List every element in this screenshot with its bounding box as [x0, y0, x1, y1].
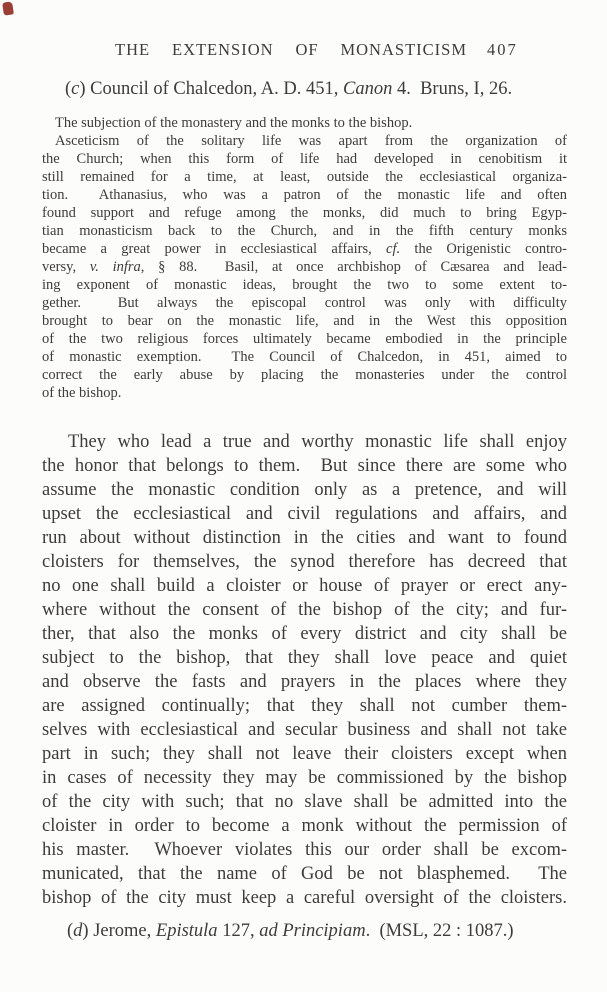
- text-line: cloisters for themselves, the synod therefore has decreed that: [42, 552, 567, 572]
- text-line: bishop of the city must keep a careful oversight of the cloisters.: [42, 888, 567, 908]
- text-line: the honor that belongs to them. But since there are some who: [42, 456, 567, 476]
- text-line: where without the consent of the bishop of the city; and fur-: [42, 600, 567, 620]
- text-line: his master. Whoever violates this our order shall be excom-: [42, 840, 567, 860]
- text-line: selves with ecclesiastical and secular business and shall not take: [42, 720, 567, 740]
- section-heading-c: (c) Council of Chalcedon, A. D. 451, Canon 4. Bruns, I, 26.: [65, 79, 513, 99]
- text-line: upset the ecclesiastical and civil regulations and affairs, and: [42, 504, 567, 524]
- text-line: They who lead a true and worthy monastic life shall enjoy: [68, 432, 567, 452]
- running-header: [42, 40, 567, 64]
- text-line: of the two religious forces ultimately became embodied in the principle: [42, 331, 567, 347]
- text-line: in cases of necessity they may be commissioned by the bishop: [42, 768, 567, 788]
- text-line: The subjection of the monastery and the monks to the bishop.: [55, 115, 413, 131]
- text-line: of the bishop.: [42, 385, 122, 401]
- text-line: municated, that the name of God be not blasphemed. The: [42, 864, 567, 884]
- text-line: are assigned continually; that they shall not cumber them-: [42, 696, 567, 716]
- text-line: subject to the bishop, that they shall love peace and quiet: [42, 648, 567, 668]
- text-line: tian monasticism back to the Church, and in the fifth century monks: [42, 223, 567, 239]
- text-line: cloister in order to become a monk without the permission of: [42, 816, 567, 836]
- text-line: ing exponent of monastic ideas, brought the two to some extent to-: [42, 277, 567, 293]
- text-line: found support and refuge among the monks, did much to bring Egyp-: [42, 205, 567, 221]
- text-line: the Church; when this form of life had developed in cenobitism it: [42, 151, 567, 167]
- text-line: of monastic exemption. The Council of Chalcedon, in 451, aimed to: [42, 349, 567, 365]
- text-line: brought to bear on the monastic life, and in the West this opposition: [42, 313, 567, 329]
- text-line: tion. Athanasius, who was a patron of the monastic life and often: [42, 187, 567, 203]
- text-line: gether. But always the episcopal control was only with difficulty: [42, 295, 567, 311]
- text-line: of the city with such; that no slave shall be admitted into the: [42, 792, 567, 812]
- text-line: run about without distinction in the cities and want to found: [42, 528, 567, 548]
- text-line: assume the monastic condition only as a pretence, and will: [42, 480, 567, 500]
- text-line: Asceticism of the solitary life was apart from the organization of: [55, 133, 567, 149]
- page-title: THE EXTENSION OF MONASTICISM: [115, 40, 467, 59]
- ink-mark: [2, 1, 14, 15]
- editor-note: [42, 114, 567, 402]
- page-number: 407: [487, 40, 518, 59]
- main-passage: [42, 430, 567, 910]
- citation-d: (d) Jerome, Epistula 127, ad Principiam. (MSL, 22 : 1087.): [67, 921, 514, 941]
- text-line: part in such; they shall not leave their cloisters except when: [42, 744, 567, 764]
- text-line: ther, that also the monks of every district and city shall be: [42, 624, 567, 644]
- text-line: no one shall build a cloister or house of prayer or erect any-: [42, 576, 567, 596]
- text-line: correct the early abuse by placing the monasteries under the control: [42, 367, 567, 383]
- text-line: versy, v. infra, § 88. Basil, at once archbishop of Cæsarea and lead-: [42, 259, 567, 275]
- text-line: still remained for a time, at least, outside the ecclesiastical organiza-: [42, 169, 567, 185]
- text-line: became a great power in ecclesiastical affairs, cf. the Origenistic contro-: [42, 241, 567, 257]
- text-line: and observe the fasts and prayers in the places where they: [42, 672, 567, 692]
